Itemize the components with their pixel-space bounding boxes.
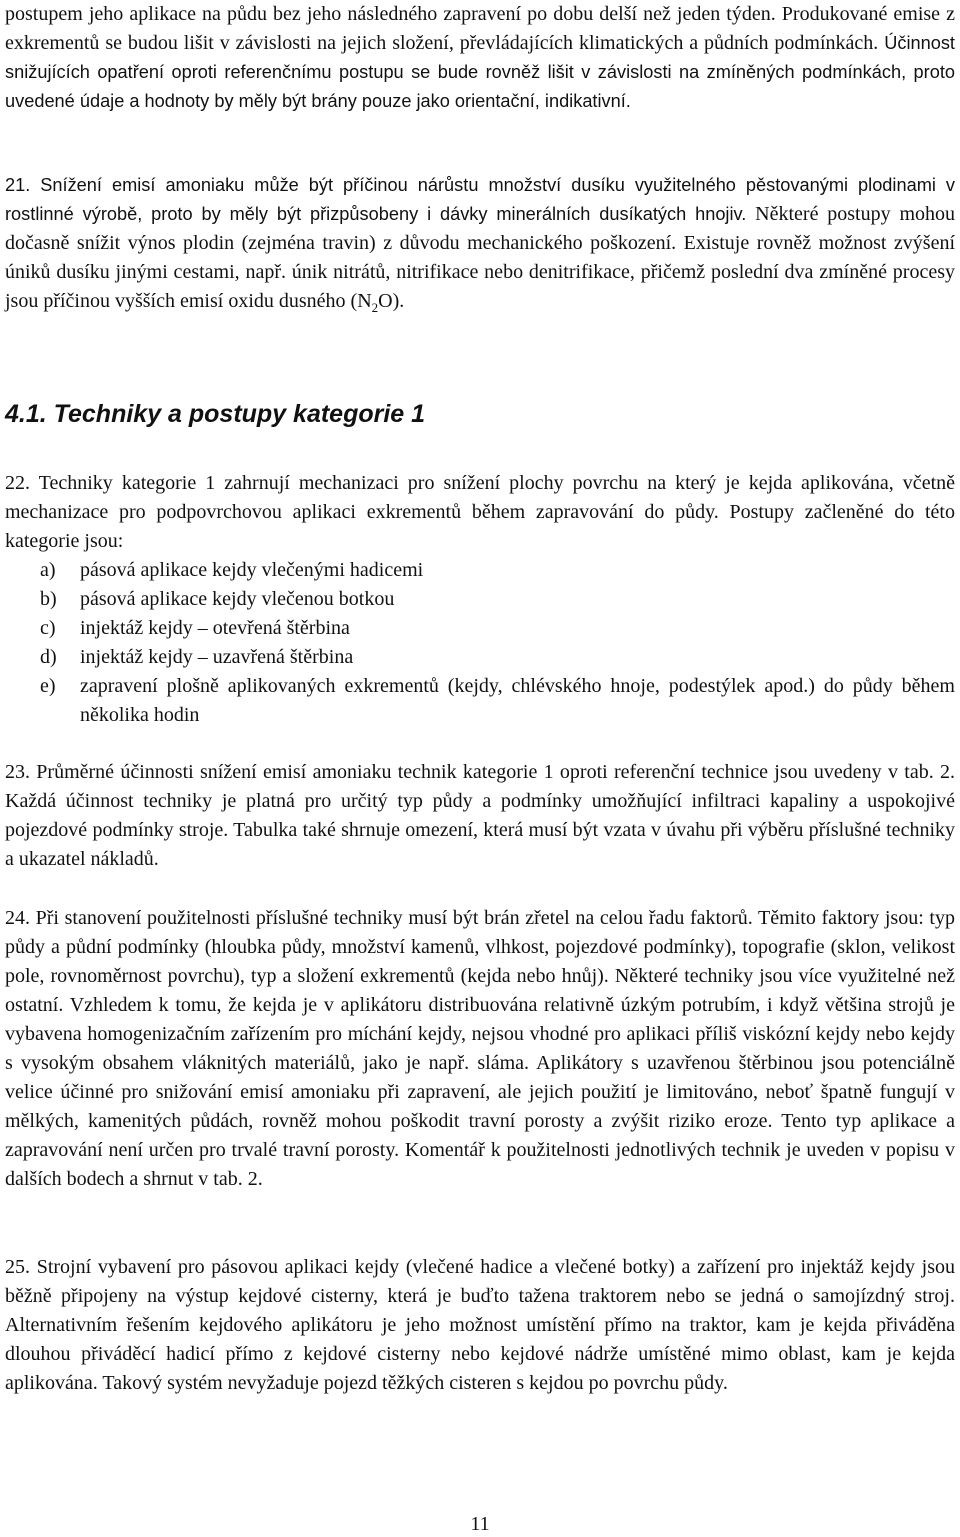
section-heading: 4.1. Techniky a postupy kategorie 1: [5, 400, 426, 428]
list-item-text: injektáž kejdy – uzavřená štěrbina: [80, 646, 354, 668]
list-item: [5, 614, 955, 643]
list-item-text: injektáž kejdy – otevřená štěrbina: [80, 617, 350, 639]
paragraph-23: 23. Průměrné účinnosti snížení emisí amoniaku technik kategorie 1 oproti referenční technice jsou uvedeny v tab. 2. Každá účinnost techniky je platná pro určitý typ půdy a podmínky umožňující infiltraci kapaliny a uspokojivé pojezdové podmínky stroje. Tabulka také shrnuje omezení, která musí být vzata v úvahu při výběru příslušné techniky a ukazatel nákladů.: [5, 761, 955, 870]
list-item-marker: a): [40, 559, 56, 581]
list-item: [5, 585, 955, 614]
list-item-text: pásová aplikace kejdy vlečenou botkou: [80, 588, 395, 610]
list-item: [5, 556, 955, 585]
list-item: [5, 643, 955, 672]
list-item-marker: d): [40, 646, 57, 668]
top-paragraph-serif-text: postupem jeho aplikace na půdu bez jeho následného zapravení po dobu delší než jeden týden. Produkované emise z exkrementů se budou lišit v závislosti na jejich složení, převládajících klimatických a půdních podmínkách.: [5, 3, 955, 54]
paragraph-21: [5, 171, 955, 316]
paragraph-21-sans-text: 21. Snížení emisí amoniaku může být příčinou nárůstu množství dusíku využitelného pěstovanými plodinami v rostlinné výrobě, proto by měly být přizpůsobeny i dávky minerálních dusíkatých hnojiv.: [5, 175, 955, 224]
list-item-text: zapravení plošně aplikovaných exkrementů (kejdy, chlévského hnoje, podestýlek apod.) do půdy během několika hodin: [80, 675, 955, 726]
paragraph-25: 25. Strojní vybavení pro pásovou aplikaci kejdy (vlečené hadice a vlečené botky) a zařízení pro injektáž kejdy jsou běžně připojeny na výstup kejdové cisterny, která je buďto tažena traktorem nebo se jedná o samojízdný stroj. Alternativním řešením kejdového aplikátoru je jeho možnost umístění přímo na traktor, kam je kejda přiváděna dlouhou přiváděcí hadicí přímo z kejdové cisterny nebo kejdové nádrže umístěné mimo oblast, kam je kejda aplikována. Takový systém nevyžaduje pojezd těžkých cisteren s kejdou po povrchu půdy.: [5, 1256, 955, 1394]
paragraph-21-serif-text: Některé postupy mohou dočasně snížit výnos plodin (zejména travin) z důvodu mechanického poškození. Existuje rovněž možnost zvýšení úniků dusíku jinými cestami, např. únik nitrátů, nitrifikace nebo denitrifikace, přičemž poslední dva zmíněné procesy jsou příčinou vyšších emisí oxidu dusného (N: [5, 203, 955, 312]
list-item-marker: c): [40, 617, 56, 639]
top-paragraph: [5, 0, 955, 116]
page-number: 11: [470, 1513, 490, 1535]
technique-list: [5, 556, 955, 730]
top-paragraph-sans-text: Účinnost snižujících opatření oproti referenčnímu postupu se bude rovněž lišit v závislosti na zmíněných podmínkách, proto uvedené údaje a hodnoty by měly být brány pouze jako orientační, indikativní.: [5, 33, 955, 111]
paragraph-21-tail: O).: [378, 290, 405, 312]
list-item-marker: e): [40, 675, 56, 697]
paragraph-22: 22. Techniky kategorie 1 zahrnují mechanizaci pro snížení plochy povrchu na který je kejda aplikována, včetně mechanizace pro podpovrchovou aplikaci exkrementů během zapravování do půdy. Postupy začleněné do této kategorie jsou:: [5, 472, 955, 552]
paragraph-24: 24. Při stanovení použitelnosti příslušné techniky musí být brán zřetel na celou řadu faktorů. Těmito faktory jsou: typ půdy a půdní podmínky (hloubka půdy, množství kamenů, vlhkost, pojezdové podmínky), topografie (sklon, velikost pole, rovnoměrnost povrchu), typ a složení exkrementů (kejda nebo hnůj). Některé techniky jsou více využitelné než ostatní. Vzhledem k tomu, že kejda je v aplikátoru distribuována relativně úzkým potrubím, i když většina strojů je vybavena homogenizačním zařízením pro míchání kejdy, nejsou vhodné pro aplikaci příliš viskózní kejdy nebo kejdy s vysokým obsahem vláknitých materiálů, jako je např. sláma. Aplikátory s uzavřenou štěrbinou jsou potenciálně velice účinné pro snižování emisí amoniaku při zapravení, ale jejich použití je limitováno, neboť špatně fungují v mělkých, kamenitých půdách, rovněž mohou poškodit travní porosty a zvýšit riziko eroze. Tento typ aplikace a zapravování není určen pro trvalé travní porosty. Komentář k použitelnosti jednotlivých technik je uveden v popisu v dalších bodech a shrnut v tab. 2.: [5, 907, 955, 1190]
list-item-text: pásová aplikace kejdy vlečenými hadicemi: [80, 559, 424, 581]
list-item-marker: b): [40, 588, 57, 610]
paragraph-21-subscript: 2: [371, 300, 379, 315]
list-item: [5, 672, 955, 730]
